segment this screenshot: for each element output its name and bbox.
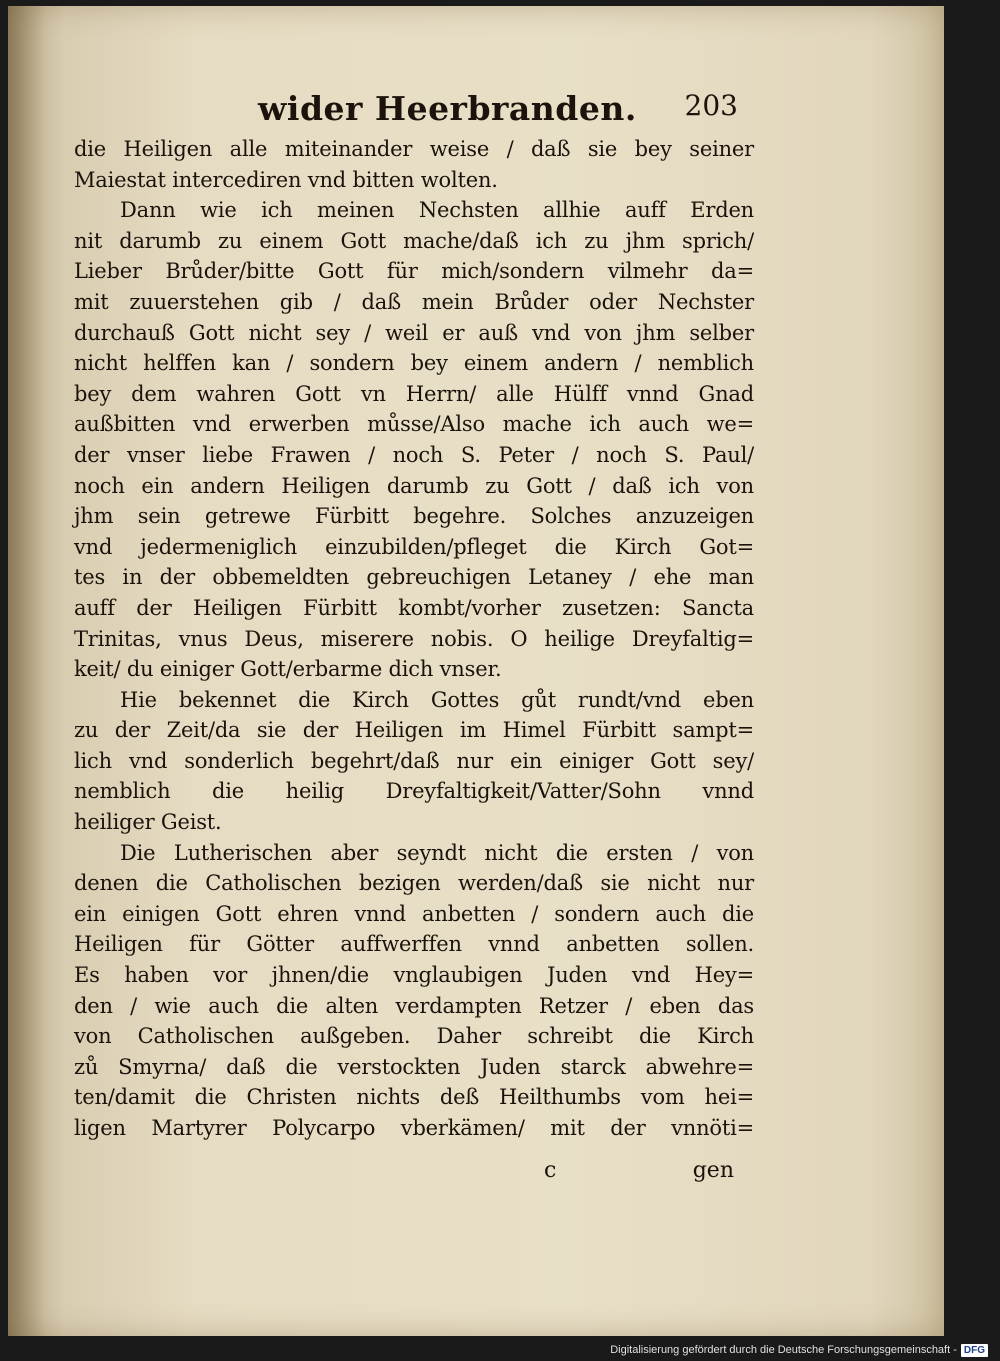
text-line: bey dem wahren Gott vn Herrn/ alle Hülff vnnd Gnad [74, 381, 754, 406]
text-line: Hie bekennet die Kirch Gottes gůt rundt/vnd eben [120, 687, 754, 712]
text-line: tes in der obbemeldten gebreuchigen Letaney / ehe man [74, 565, 754, 590]
text-line: Dann wie ich meinen Nechsten allhie auff Erden [120, 198, 754, 223]
text-line: nemblich die heilig Dreyfaltigkeit/Vatter/Sohn vnnd [74, 779, 754, 804]
text-line: vnd jedermeniglich einzubilden/pfleget die Kirch Got= [74, 534, 754, 559]
digitization-credit [610, 1341, 988, 1359]
text-line: zu der Zeit/da sie der Heiligen im Himel Fürbitt sampt= [74, 718, 754, 743]
text-line: heiliger Geist. [74, 810, 222, 835]
text-line: noch ein andern Heiligen darumb zu Gott / daß ich von [74, 473, 754, 498]
page-footer [74, 1158, 734, 1194]
text-line: ten/damit die Christen nichts deß Heilthumbs vom hei= [74, 1085, 754, 1110]
text-line: der vnser liebe Frawen / noch S. Peter / noch S. Paul/ [74, 442, 754, 467]
text-line: keit/ du einiger Gott/erbarme dich vnser. [74, 657, 502, 682]
text-line: jhm sein getrewe Fürbitt begehre. Solches anzuzeigen [74, 504, 754, 529]
text-line: durchauß Gott nicht sey / weil er auß vnd von jhm selber [74, 320, 754, 345]
text-line: Maiestat intercediren vnd bitten wolten. [74, 167, 498, 192]
text-line: Trinitas, vnus Deus, miserere nobis. O heilige Dreyfaltig= [74, 626, 754, 651]
credit-text: Digitalisierung gefördert durch die Deutsche Forschungsgemeinschaft - [610, 1344, 957, 1356]
text-line: zů Smyrna/ daß die verstockten Juden starck abwehre= [74, 1054, 754, 1079]
text-line: nit darumb zu einem Gott mache/daß ich zu jhm sprich/ [74, 228, 754, 253]
text-line: Es haben vor jhnen/die vnglaubigen Juden vnd Hey= [74, 963, 754, 988]
text-line: außbitten vnd erwerben můsse/Also mache ich auch we= [74, 412, 754, 437]
running-head [258, 89, 738, 133]
signature-mark: c [544, 1158, 557, 1183]
dfg-logo: DFG [961, 1344, 988, 1357]
running-head-title: wider Heerbranden. [258, 89, 637, 128]
text-line: von Catholischen außgeben. Daher schreibt die Kirch [74, 1024, 754, 1049]
text-line: Lieber Brůder/bitte Gott für mich/sondern vilmehr da= [74, 259, 754, 284]
text-line: die Heiligen alle miteinander weise / daß sie bey seiner [74, 137, 754, 161]
text-line: ligen Martyrer Polycarpo vberkämen/ mit der vnnöti= [74, 1116, 754, 1140]
body-text [74, 134, 754, 1144]
catchword: gen [692, 1158, 734, 1183]
text-line: Heiligen für Götter auffwerffen vnnd anbetten sollen. [74, 932, 754, 957]
text-line: mit zuuerstehen gib / daß mein Brůder oder Nechster [74, 289, 754, 314]
text-line: lich vnd sonderlich begehrt/daß nur ein einiger Gott sey/ [74, 748, 754, 773]
book-page [8, 6, 944, 1336]
text-line: auff der Heiligen Fürbitt kombt/vorher zusetzen: Sancta [74, 595, 754, 620]
text-line: denen die Catholischen bezigen werden/daß sie nicht nur [74, 871, 754, 896]
page-number: 203 [684, 89, 738, 122]
text-line: ein einigen Gott ehren vnnd anbetten / sondern auch die [74, 901, 754, 926]
text-line: Die Lutherischen aber seyndt nicht die ersten / von [120, 840, 754, 865]
text-line: nicht helffen kan / sondern bey einem andern / nemblich [74, 351, 754, 376]
text-line: den / wie auch die alten verdampten Retzer / eben das [74, 993, 754, 1018]
